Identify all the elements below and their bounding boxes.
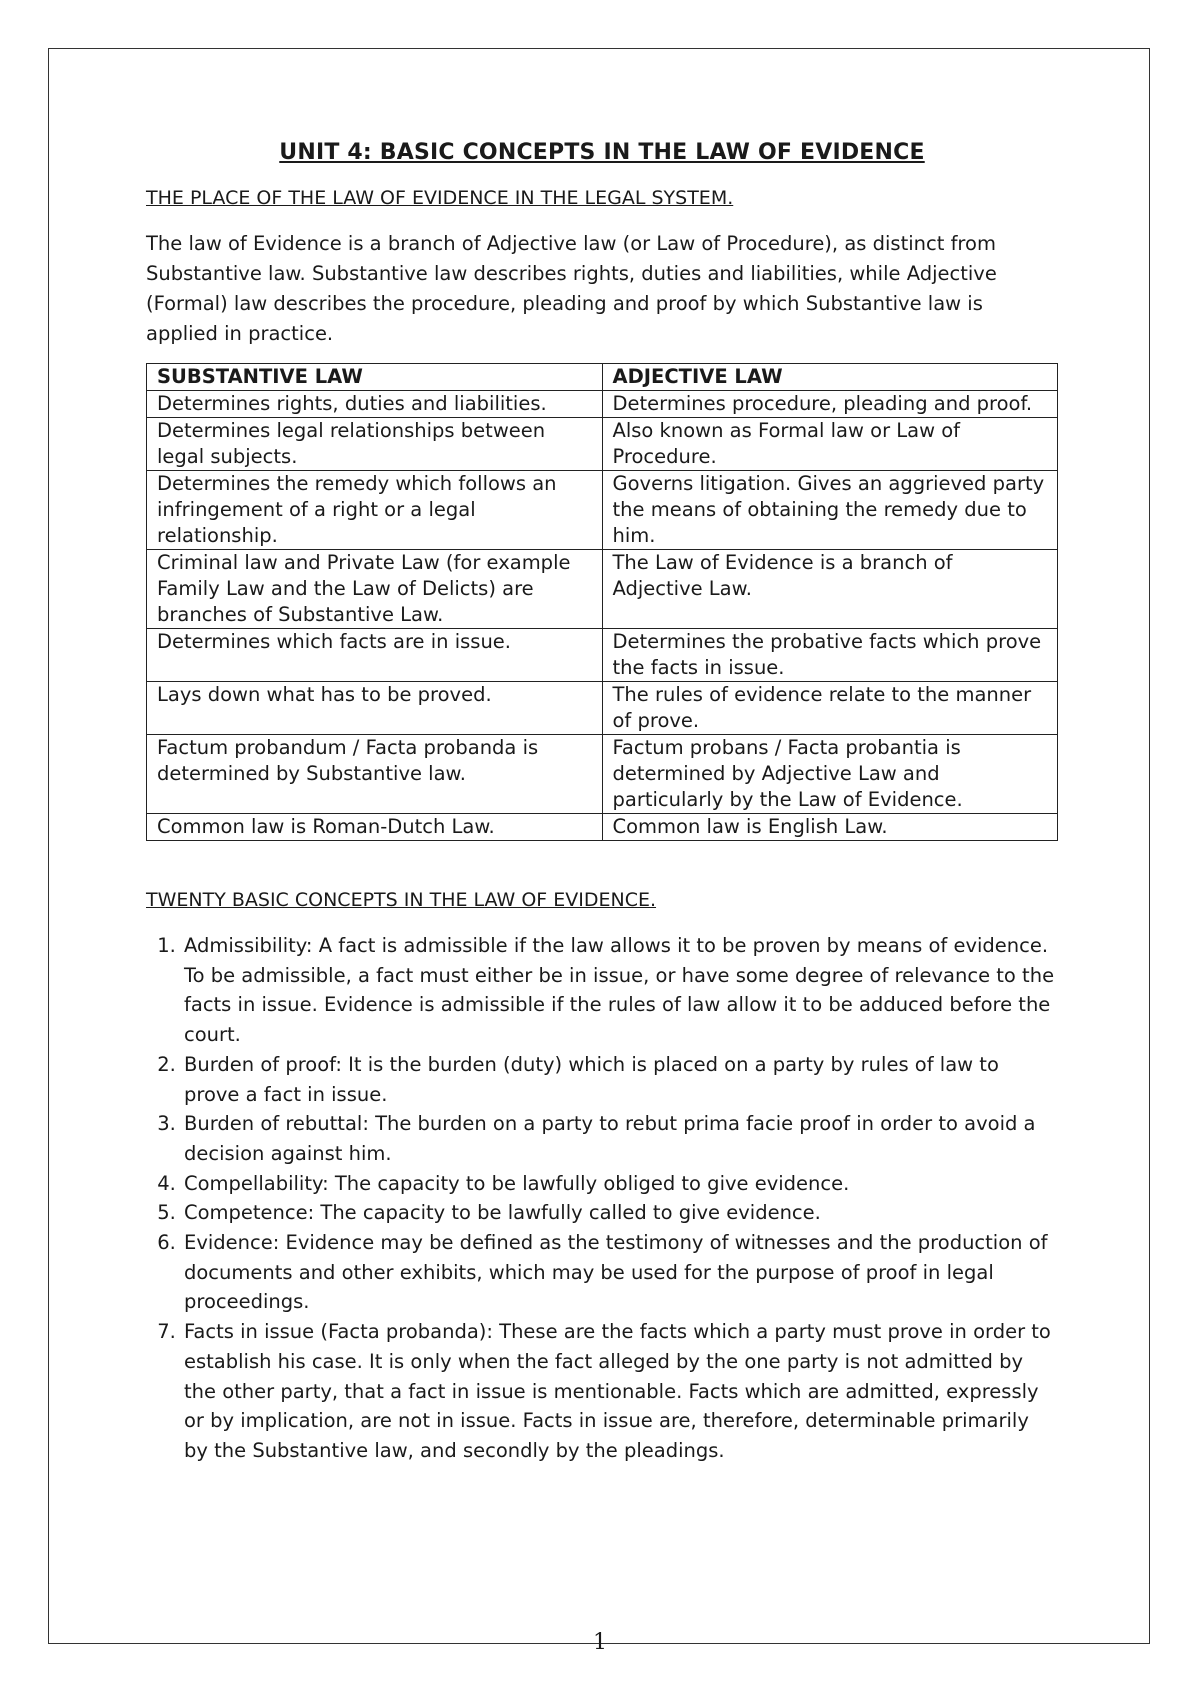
table-row bbox=[147, 629, 1058, 682]
section-heading-place-of-law: THE PLACE OF THE LAW OF EVIDENCE IN THE LEGAL SYSTEM. bbox=[146, 187, 734, 209]
table-cell: The rules of evidence relate to the manner of prove. bbox=[602, 682, 1058, 735]
comparison-table bbox=[146, 363, 1058, 841]
table-cell: Determines the remedy which follows an infringement of a right or a legal relationship. bbox=[147, 471, 603, 550]
table-cell: Governs litigation. Gives an aggrieved party the means of obtaining the remedy due to him. bbox=[602, 471, 1058, 550]
table-row bbox=[147, 418, 1058, 471]
table-row bbox=[147, 735, 1058, 814]
list-item: 4. Compellability: The capacity to be lawfully obliged to give evidence. bbox=[182, 1169, 1058, 1199]
table-cell: Determines which facts are in issue. bbox=[147, 629, 603, 682]
table-row bbox=[147, 814, 1058, 841]
table-row bbox=[147, 471, 1058, 550]
table-cell: Determines legal relationships between legal subjects. bbox=[147, 418, 603, 471]
table-cell: The Law of Evidence is a branch of Adjective Law. bbox=[602, 550, 1058, 629]
table-cell: Determines rights, duties and liabilities. bbox=[147, 391, 603, 418]
table-cell: Determines the probative facts which prove the facts in issue. bbox=[602, 629, 1058, 682]
section-heading-twenty-concepts: TWENTY BASIC CONCEPTS IN THE LAW OF EVIDENCE. bbox=[146, 889, 657, 911]
column-header-adjective: ADJECTIVE LAW bbox=[602, 364, 1058, 391]
table-cell: Common law is Roman-Dutch Law. bbox=[147, 814, 603, 841]
table-row bbox=[147, 550, 1058, 629]
document-body bbox=[146, 140, 1058, 1466]
list-item: 7. Facts in issue (Facta probanda): These are the facts which a party must prove in order to establish his case. It is only when the fact alleged by the one party is not admitted by the other party, that a fact in issue is mentionable. Facts which are admitted, expressly or by implication, are not in issue. Facts in issue are, therefore, determinable primarily by the Substantive law, and secondly by the pleadings. bbox=[182, 1317, 1058, 1466]
table-header-row bbox=[147, 364, 1058, 391]
intro-paragraph: The law of Evidence is a branch of Adjective law (or Law of Procedure), as distinct from Substantive law. Substantive law describes rights, duties and liabilities, while Adjective (Formal) law describes the procedure, pleading and proof by which Substantive law is applied in practice. bbox=[146, 232, 997, 345]
table-cell: Criminal law and Private Law (for example Family Law and the Law of Delicts) are branches of Substantive Law. bbox=[147, 550, 603, 629]
list-item: 6. Evidence: Evidence may be defined as the testimony of witnesses and the production of documents and other exhibits, which may be used for the purpose of proof in legal proceedings. bbox=[182, 1228, 1058, 1317]
table-cell: Factum probandum / Facta probanda is determined by Substantive law. bbox=[147, 735, 603, 814]
table-cell: Also known as Formal law or Law of Procedure. bbox=[602, 418, 1058, 471]
column-header-substantive: SUBSTANTIVE LAW bbox=[147, 364, 603, 391]
table-row bbox=[147, 391, 1058, 418]
table-cell: Determines procedure, pleading and proof. bbox=[602, 391, 1058, 418]
table-cell: Lays down what has to be proved. bbox=[147, 682, 603, 735]
list-item: 5. Competence: The capacity to be lawfully called to give evidence. bbox=[182, 1198, 1058, 1228]
table-cell: Common law is English Law. bbox=[602, 814, 1058, 841]
list-item: 1. Admissibility: A fact is admissible if the law allows it to be proven by means of evidence. To be admissible, a fact must either be in issue, or have some degree of relevance to the facts in issue. Evidence is admissible if the rules of law allow it to be adduced before the court. bbox=[182, 931, 1058, 1050]
list-item: 3. Burden of rebuttal: The burden on a party to rebut prima facie proof in order to avoid a decision against him. bbox=[182, 1109, 1058, 1168]
document-title: UNIT 4: BASIC CONCEPTS IN THE LAW OF EVIDENCE bbox=[279, 140, 925, 165]
table-row bbox=[147, 682, 1058, 735]
page-number: 1 bbox=[593, 1630, 607, 1655]
list-item: 2. Burden of proof: It is the burden (duty) which is placed on a party by rules of law to prove a fact in issue. bbox=[182, 1050, 1058, 1109]
table-cell: Factum probans / Facta probantia is determined by Adjective Law and particularly by the Law of Evidence. bbox=[602, 735, 1058, 814]
concepts-list bbox=[146, 931, 1058, 1466]
